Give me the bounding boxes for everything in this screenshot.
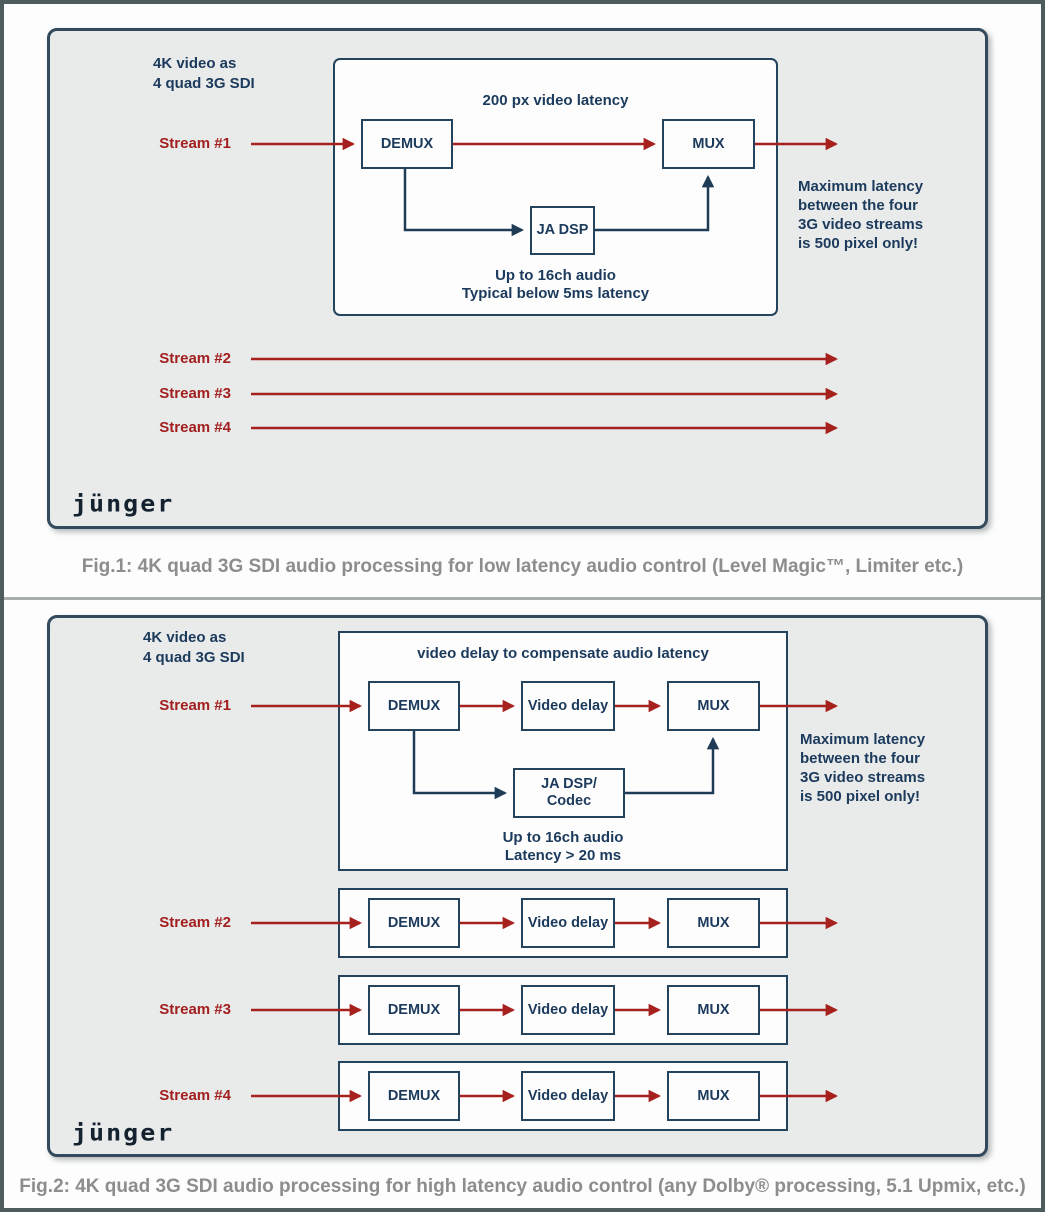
fig1-demux-node	[361, 119, 453, 169]
fig2-audio-note-line1: Up to 16ch audio	[502, 829, 624, 846]
fig1-audio-note-line2: Typical below 5ms latency	[461, 285, 650, 302]
fig2-max-latency-line4: is 500 pixel only!	[800, 788, 921, 805]
fig2-audio-note	[338, 829, 788, 865]
fig2-stream4-mux-label: MUX	[697, 1087, 730, 1104]
fig2-dsp-codec-node	[513, 768, 625, 818]
fig2-panel	[47, 615, 988, 1157]
fig1-processor-title: 200 px video latency	[482, 92, 629, 109]
fig2-processor-title: video delay to compensate audio latency	[417, 645, 709, 662]
fig2-stream4-label: Stream #4	[159, 1087, 231, 1104]
fig1-caption: Fig.1: 4K quad 3G SDI audio processing for low latency audio control (Level Magic™, Limiter etc.)	[81, 556, 964, 577]
fig2-stream3-video-delay-label: Video delay	[527, 1001, 609, 1018]
fig1-stream3-label: Stream #3	[159, 385, 231, 402]
fig2-max-latency-line2: between the four	[800, 750, 921, 767]
fig2-stream4-mux-node	[667, 1071, 760, 1121]
fig2-video-delay-node	[521, 681, 615, 731]
fig2-source-label	[143, 628, 245, 668]
section-divider	[4, 597, 1041, 600]
fig2-stream2-demux-label: DEMUX	[387, 914, 441, 931]
fig1-stream2-label: Stream #2	[159, 350, 231, 367]
fig1-source-line1: 4K video as	[153, 55, 237, 72]
fig2-source-line1: 4K video as	[143, 629, 227, 646]
fig1-stream4-label: Stream #4	[159, 419, 231, 436]
fig1-source-line2: 4 quad 3G SDI	[153, 75, 255, 92]
fig1-panel	[47, 28, 988, 529]
fig1-max-latency-line4: is 500 pixel only!	[798, 235, 919, 252]
fig1-mux-label: MUX	[692, 135, 725, 152]
fig2-video-delay-label: Video delay	[527, 697, 609, 714]
fig2-stream3-video-delay-node	[521, 985, 615, 1035]
fig2-max-latency-line3: 3G video streams	[800, 769, 926, 786]
junger-logo-2: jünger	[72, 1119, 175, 1146]
fig2-stream3-label: Stream #3	[159, 1001, 231, 1018]
fig1-max-latency-line1: Maximum latency	[798, 178, 924, 195]
fig2-source-line2: 4 quad 3G SDI	[143, 649, 245, 666]
fig2-stream1-label: Stream #1	[159, 697, 231, 714]
fig1-audio-note	[333, 267, 778, 303]
fig1-audio-note-line1: Up to 16ch audio	[495, 267, 616, 284]
fig1-max-latency-line3: 3G video streams	[798, 216, 924, 233]
fig2-dsp-label-line2: Codec	[546, 793, 592, 809]
fig2-stream2-video-delay-node	[521, 898, 615, 948]
fig2-stream4-demux-label: DEMUX	[387, 1087, 441, 1104]
fig2-stream2-video-delay-label: Video delay	[527, 914, 609, 931]
fig1-stream1-label: Stream #1	[159, 135, 231, 152]
fig1-mux-node	[662, 119, 755, 169]
fig1-max-latency-note	[798, 177, 988, 253]
fig2-stream2-mux-label: MUX	[697, 914, 730, 931]
junger-logo: jünger	[72, 490, 175, 517]
fig2-mux-node	[667, 681, 760, 731]
fig2-stream2-mux-node	[667, 898, 760, 948]
fig1-dsp-label: JA DSP	[536, 222, 589, 238]
fig2-stream2-label: Stream #2	[159, 914, 231, 931]
fig2-stream3-demux-label: DEMUX	[387, 1001, 441, 1018]
fig1-demux-label: DEMUX	[380, 135, 434, 152]
fig2-max-latency-line1: Maximum latency	[800, 731, 926, 748]
fig2-stream2-demux-node	[368, 898, 460, 948]
fig2-caption: Fig.2: 4K quad 3G SDI audio processing for high latency audio control (any Dolby® processing, 5.1 Upmix, etc.)	[19, 1176, 1026, 1197]
fig2-demux-label: DEMUX	[387, 697, 441, 714]
fig2-demux-node	[368, 681, 460, 731]
fig1-max-latency-line2: between the four	[798, 197, 919, 214]
fig2-dsp-label-line1: JA DSP/	[541, 776, 597, 792]
fig2-max-latency-note	[800, 730, 990, 806]
fig2-stream4-video-delay-node	[521, 1071, 615, 1121]
fig1-dsp-node	[530, 206, 595, 255]
fig2-stream3-mux-label: MUX	[697, 1001, 730, 1018]
fig2-mux-label: MUX	[697, 697, 730, 714]
fig2-stream4-video-delay-label: Video delay	[527, 1087, 609, 1104]
fig2-stream3-mux-node	[667, 985, 760, 1035]
fig1-source-label	[153, 54, 255, 94]
fig2-audio-note-line2: Latency > 20 ms	[504, 847, 622, 864]
fig2-stream4-demux-node	[368, 1071, 460, 1121]
fig2-stream3-demux-node	[368, 985, 460, 1035]
